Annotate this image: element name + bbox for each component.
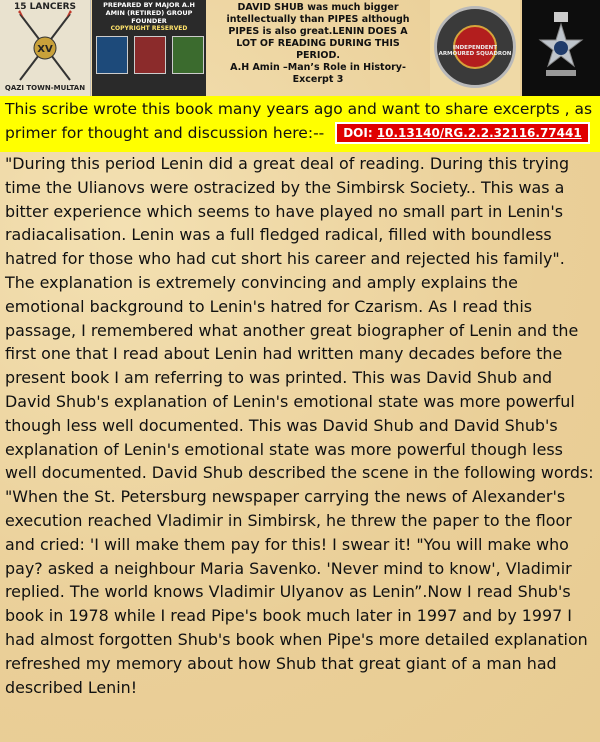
page-title: DAVID SHUB was much bigger intellectually than PIPES although PIPES is also great.LENIN DOES A LOT OF READING DURING THIS PERIOD. A.H Amin –Man’s Role in History- Excerpt 3 <box>226 2 410 85</box>
doi-badge: DOI: 10.13140/RG.2.2.32116.77441 <box>335 122 590 144</box>
intro-text: This scribe wrote this book many years ago and want to share excerpts , as primer for thought and discussion here:-- <box>5 100 593 142</box>
lancers-caption: 15 LANCERS <box>13 2 77 12</box>
prepared-by-text: PREPARED BY MAJOR A.H AMIN (RETIRED) GROUP FOUNDER <box>103 1 195 25</box>
excerpt-body: "During this period Lenin did a great deal of reading. During this trying time the Ulianovs were ostracized by the Simbirsk Society.. This was a bitter experience which seems to have played no small part in Lenin's radiacalisation. Lenin was a full fledged radical, filled with boundless hatred for those who had cut short his career and rejected his family". The explanation is extremely convincing and amply explains the emotional background to Lenin's hatred for Czarism. As I read this passage, I remembered what another great biographer of Lenin and the first one that I read about Lenin had written many decades before the present book I am referring to was printed. This was David Shub and David Shub's explanation of Lenin's emotional state was more powerful though less well documented. This was David Shub and David Shub's explanation of Lenin's emotional state was more powerful though less well documented. David Shub described the scene in the following words: "When the St. Petersburg newspaper carrying the news of Alexander's execution reached Vladimir in Simbirsk, he threw the paper to the floor and cried: 'I will make them pay for this! I swear it! "You will make who pay? asked a neighbour Maria Savenko. 'Never mind to know', Vladimir replied. The world knows Vladimir Ulyanov as Lenin”.Now I read Shub's book in 1978 while I read Pipe's book much later in 1997 and by 1997 I had almost forgotten Shub's book when Pipe's more detailed explanation refreshed my memory about how Shub that great giant of a man had described Lenin! <box>5 154 594 697</box>
lancers-crest-logo <box>0 0 91 96</box>
svg-text:XV: XV <box>37 44 53 55</box>
squadron-badge-ring <box>434 6 516 88</box>
doi-link[interactable]: 10.13140/RG.2.2.32116.77441 <box>376 125 582 140</box>
prepared-by-panel <box>92 0 206 96</box>
lancers-motto: QAZI TOWN-MULTAN <box>4 84 86 92</box>
book-cover-image <box>172 36 204 74</box>
crossed-lances-icon <box>0 0 90 96</box>
armoured-corps-badge <box>522 0 600 96</box>
intro-paragraph <box>5 97 595 145</box>
crown-star-emblem-icon <box>536 12 586 82</box>
copyright-text: COPYRIGHT RESERVED <box>110 25 188 32</box>
book-cover-image <box>134 36 166 74</box>
header <box>0 0 600 96</box>
book-cover-image <box>96 36 128 74</box>
squadron-ring-text: INDEPENDENT ARMOURED SQUADRON <box>438 45 512 57</box>
squadron-badge <box>430 0 520 96</box>
